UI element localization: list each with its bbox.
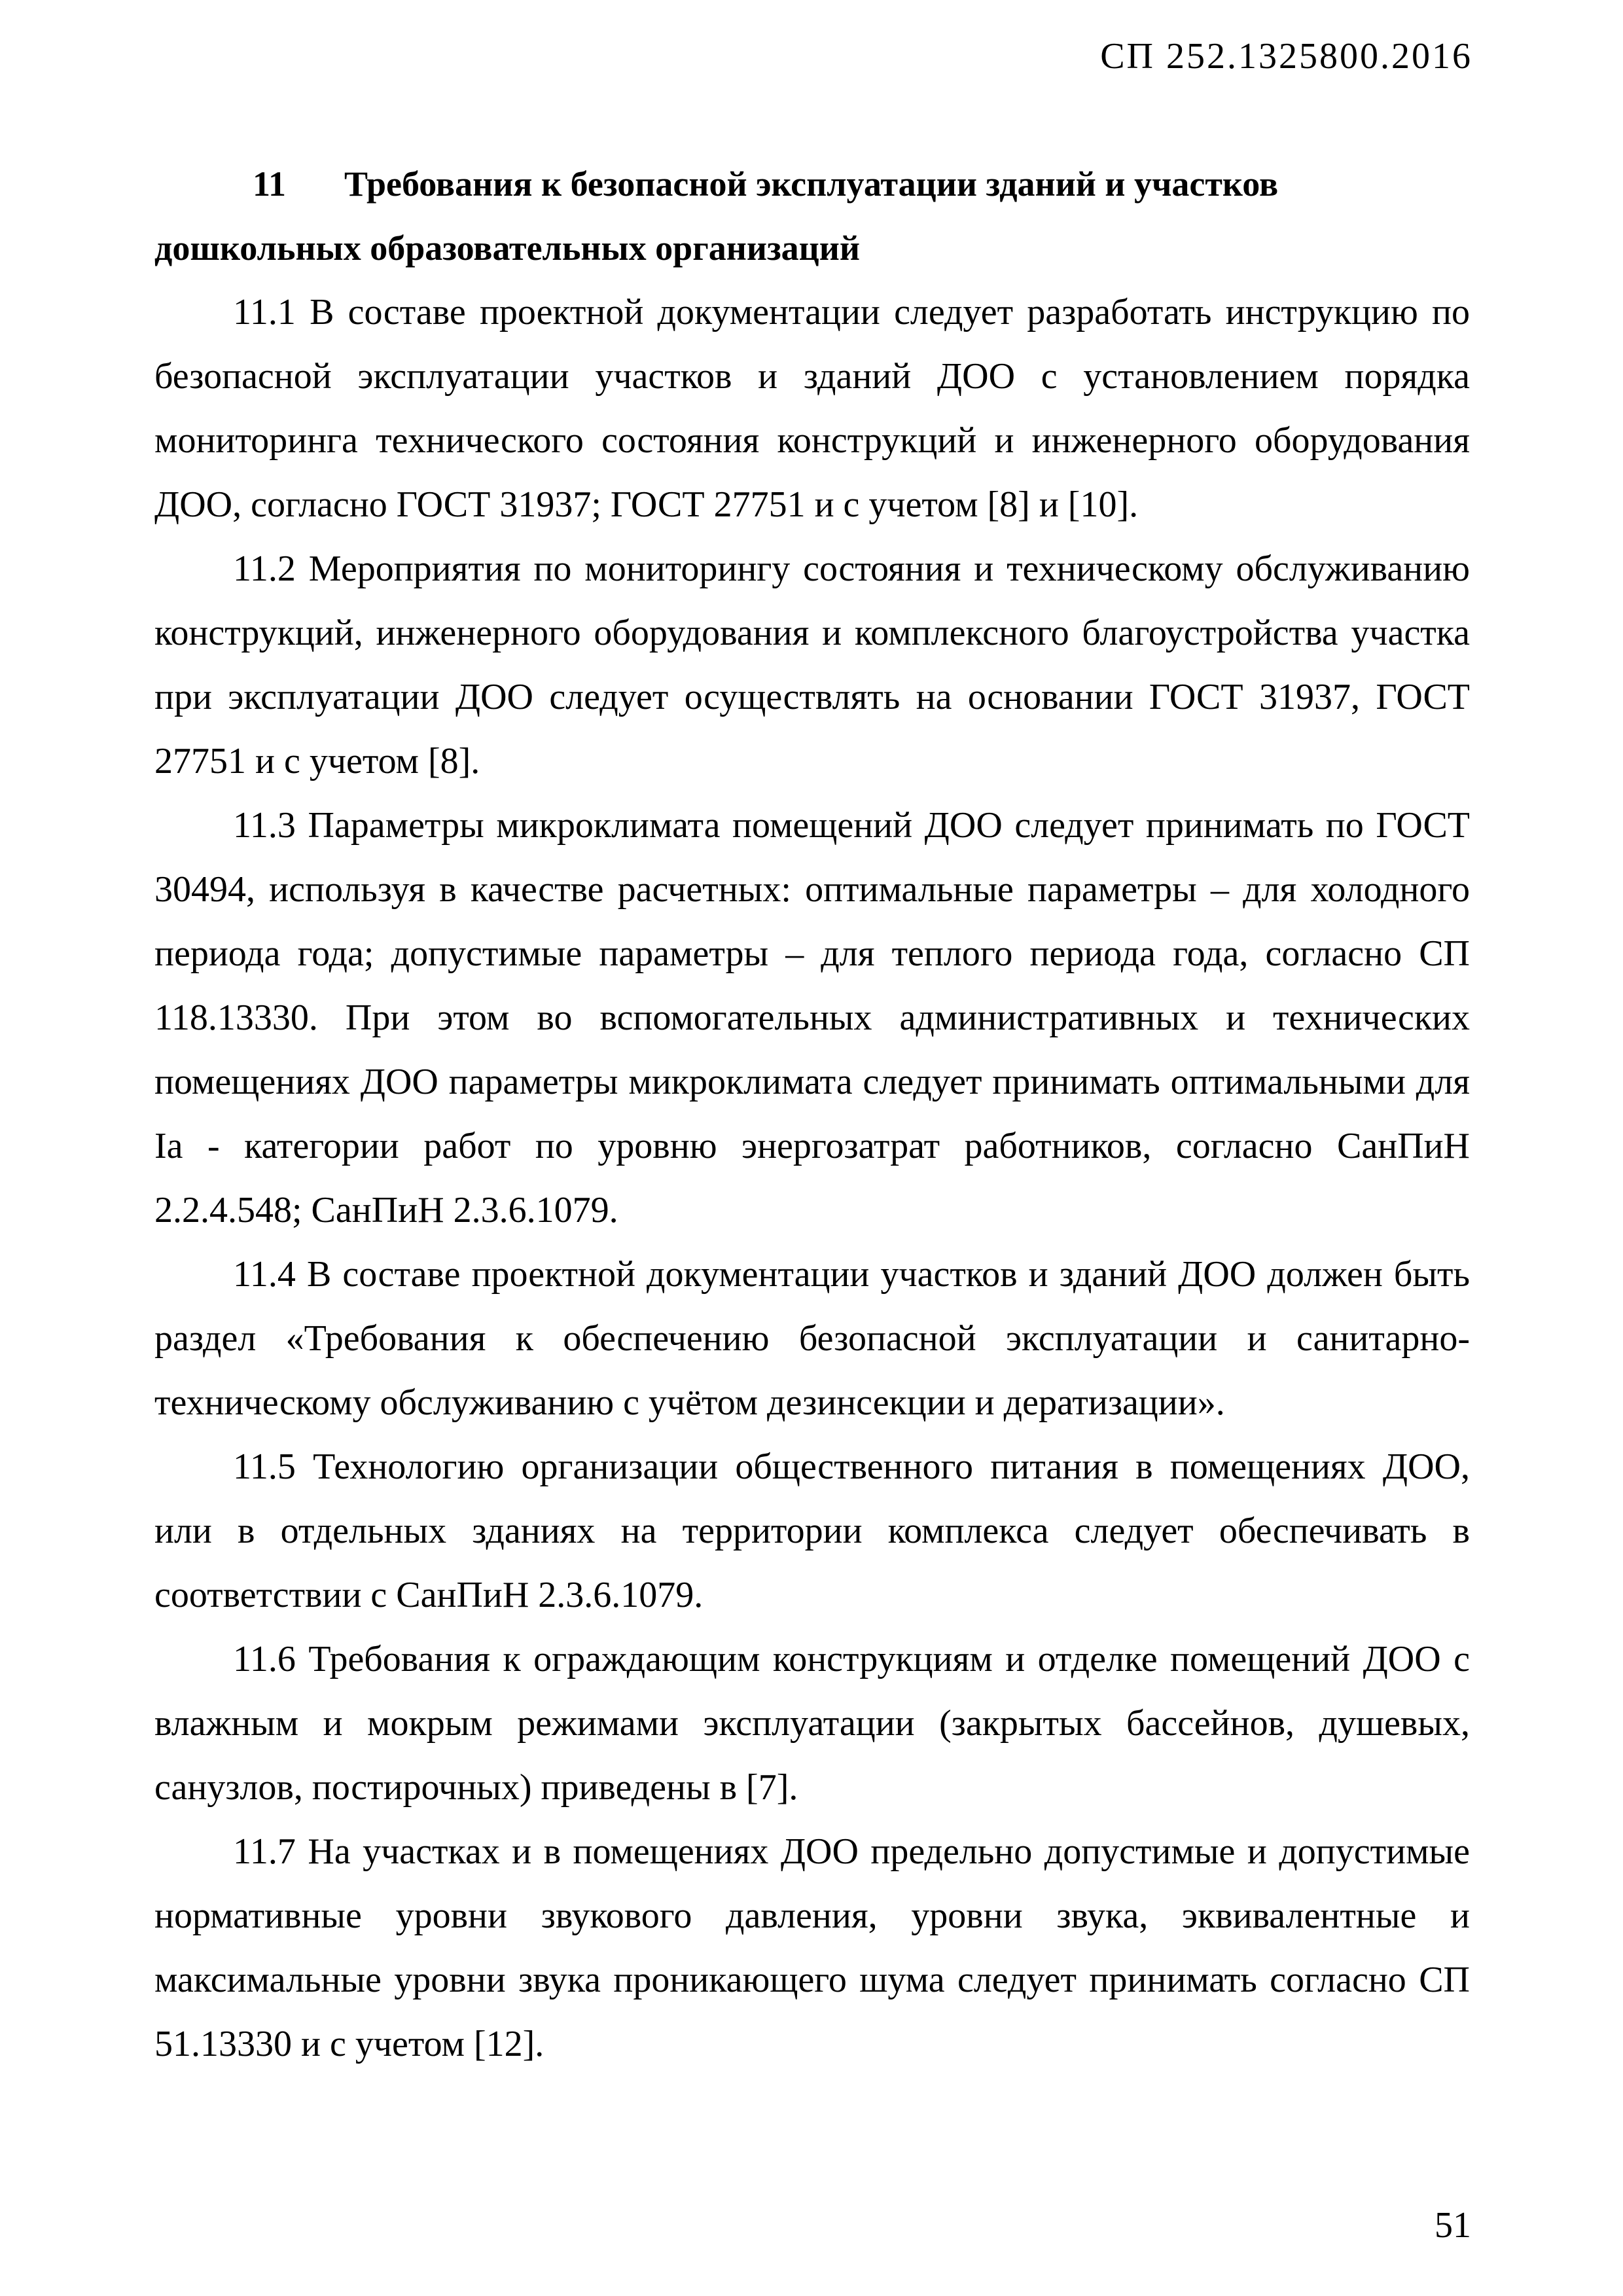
page-body bbox=[154, 152, 1470, 2076]
paragraph-11-5: 11.5 Технологию организации общественного питания в помещениях ДОО, или в отдельных зданиях на территории комплекса следует обеспечивать в соответствии с СанПиН 2.3.6.1079. bbox=[154, 1446, 1470, 1615]
paragraph-11-3: 11.3 Параметры микроклимата помещений ДОО следует принимать по ГОСТ 30494, используя в качестве расчетных: оптимальные параметры – для холодного периода года; допустимые параметры – для теплого периода года, согласно СП 118.13330. При этом во вспомогательных административных и технических помещениях ДОО параметры микроклимата следует принимать оптимальными для Iа - категории работ по уровню энергозатрат работников, согласно СанПиН 2.2.4.548; СанПиН 2.3.6.1079. bbox=[154, 805, 1470, 1230]
page-number: 51 bbox=[1435, 2205, 1471, 2246]
paragraph-11-1: 11.1 В составе проектной документации следует разработать инструкцию по безопасной эксплуатации участков и зданий ДОО с установлением порядка мониторинга технического состояния конструкций и инженерного оборудования ДОО, согласно ГОСТ 31937; ГОСТ 27751 и с учетом [8] и [10]. bbox=[154, 292, 1470, 525]
section-title: Требования к безопасной эксплуатации зданий и участков дошкольных образовательных организаций bbox=[154, 164, 1279, 268]
paragraph-11-6: 11.6 Требования к ограждающим конструкциям и отделке помещений ДОО с влажным и мокрым режимами эксплуатации (закрытых бассейнов, душевых, санузлов, постирочных) приведены в [7]. bbox=[154, 1639, 1470, 1808]
paragraph-11-4: 11.4 В составе проектной документации участков и зданий ДОО должен быть раздел «Требования к обеспечению безопасной эксплуатации и санитарно-техническому обслуживанию с учётом дезинсекции и дератизации». bbox=[154, 1254, 1470, 1423]
paragraph-11-2: 11.2 Мероприятия по мониторингу состояния и техническому обслуживанию конструкций, инженерного оборудования и комплексного благоустройства участка при эксплуатации ДОО следует осуществлять на основании ГОСТ 31937, ГОСТ 27751 и с учетом [8]. bbox=[154, 548, 1470, 781]
section-number: 11 bbox=[253, 164, 287, 204]
document-code-header: СП 252.1325800.2016 bbox=[1100, 36, 1472, 77]
paragraph-11-7: 11.7 На участках и в помещениях ДОО предельно допустимые и допустимые нормативные уровни звукового давления, уровни звука, эквивалентные и максимальные уровни звука проникающего шума следует принимать согласно СП 51.13330 и с учетом [12]. bbox=[154, 1831, 1470, 2064]
section-heading bbox=[154, 152, 1470, 280]
